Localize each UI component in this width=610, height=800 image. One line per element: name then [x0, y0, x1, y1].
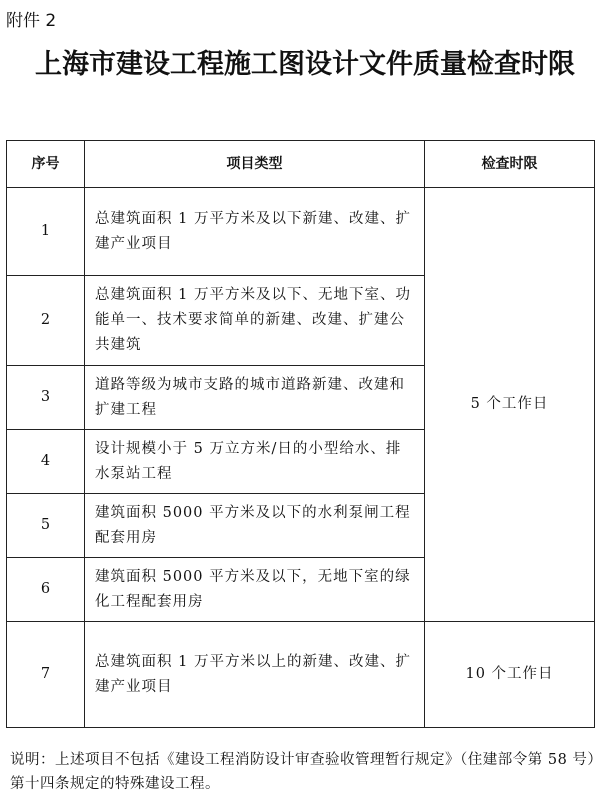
row-project-type: 总建筑面积 1 万平方米及以下、无地下室、功能单一、技术要求简单的新建、改建、扩建公共建筑 — [85, 276, 425, 366]
time-limit-cell: 10 个工作日 — [425, 622, 595, 728]
row-number: 1 — [7, 188, 85, 276]
attachment-label: 附件 2 — [6, 11, 57, 31]
row-project-type: 道路等级为城市支路的城市道路新建、改建和扩建工程 — [85, 366, 425, 430]
row-number: 2 — [7, 276, 85, 366]
row-number: 5 — [7, 494, 85, 558]
table-header-row — [7, 141, 595, 188]
row-number: 3 — [7, 366, 85, 430]
column-header-no: 序号 — [7, 141, 85, 188]
footnote: 说明：上述项目不包括《建设工程消防设计审查验收管理暂行规定》（住建部令第 58 号）第十四条规定的特殊建设工程。 — [10, 752, 596, 792]
page-title: 上海市建设工程施工图设计文件质量检查时限 — [35, 49, 575, 80]
row-project-type: 建筑面积 5000 平方米及以下的水利泵闸工程配套用房 — [85, 494, 425, 558]
row-project-type: 总建筑面积 1 万平方米及以下新建、改建、扩建产业项目 — [85, 188, 425, 276]
row-project-type: 总建筑面积 1 万平方米以上的新建、改建、扩建产业项目 — [85, 622, 425, 728]
table-row — [7, 188, 595, 276]
column-header-limit: 检查时限 — [425, 141, 595, 188]
inspection-time-table — [6, 140, 595, 728]
time-limit-cell: 5 个工作日 — [425, 188, 595, 622]
row-project-type: 建筑面积 5000 平方米及以下，无地下室的绿化工程配套用房 — [85, 558, 425, 622]
row-number: 7 — [7, 622, 85, 728]
table-row — [7, 622, 595, 728]
column-header-type: 项目类型 — [85, 141, 425, 188]
row-number: 4 — [7, 430, 85, 494]
row-project-type: 设计规模小于 5 万立方米/日的小型给水、排水泵站工程 — [85, 430, 425, 494]
row-number: 6 — [7, 558, 85, 622]
